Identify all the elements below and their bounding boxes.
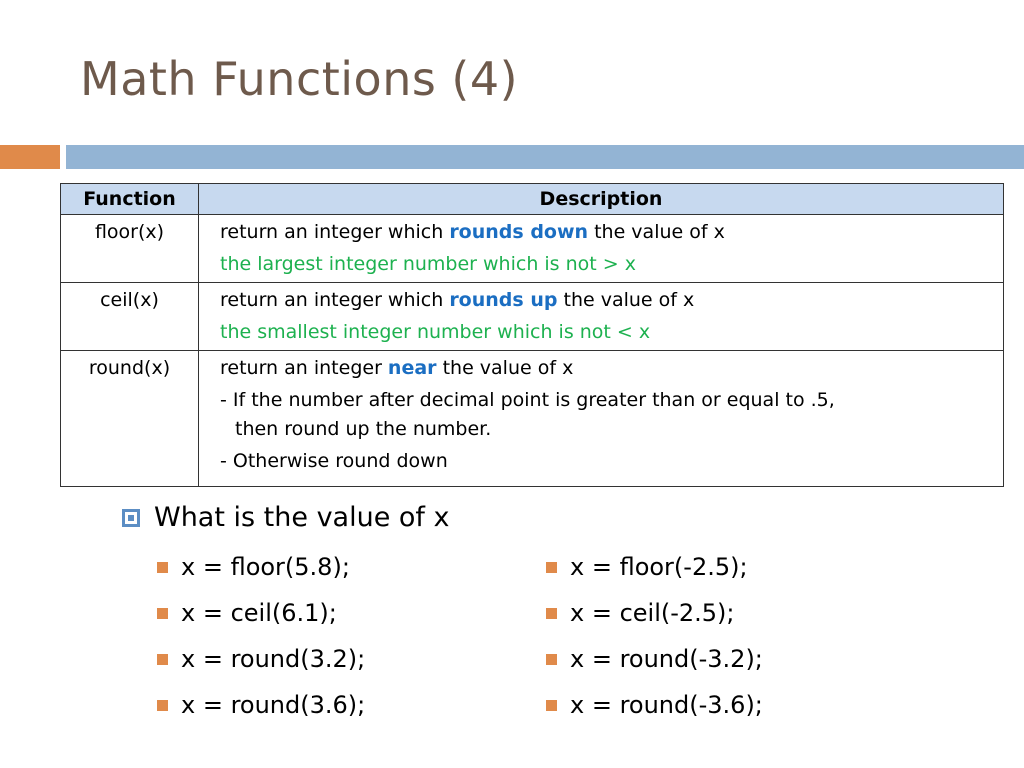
list-item [157,544,365,590]
description-text: the value of x [588,221,725,243]
list-item [157,636,365,682]
table-row-floor [61,215,1004,283]
expression: x = floor(5.8); [181,553,350,581]
bullet-icon [546,562,557,573]
question [122,502,449,533]
description-highlight: near [387,357,437,379]
function-name: floor(x) [61,215,199,283]
function-name: ceil(x) [61,283,199,351]
function-name: round(x) [61,351,199,487]
expression: x = ceil(6.1); [181,599,337,627]
description-text: the value of x [436,357,574,379]
description-line [220,288,983,313]
slide-title: Math Functions (4) [80,52,519,106]
description-detail: then round up the number. [235,418,492,440]
question-text: What is the value of x [154,502,450,533]
description-text: return an integer which [220,289,450,311]
list-item [546,590,763,636]
bullet-icon [157,654,168,665]
description-detail: - If the number after decimal point is greater than or equal to .5, [220,389,835,411]
bullet-icon [546,654,557,665]
description-highlight: rounds down [449,221,589,243]
bullet-icon [157,562,168,573]
description-text: the value of x [557,289,695,311]
table-row-ceil [61,283,1004,351]
table-header-row [61,184,1004,215]
functions-table [60,183,1004,487]
function-description [199,283,1004,351]
expression: x = round(3.2); [181,645,366,673]
expression-list-right [546,544,763,728]
description-text: return an integer which [220,221,450,243]
accent-bar-blue [66,145,1024,169]
function-description [199,215,1004,283]
description-line [220,220,983,245]
expression: x = round(-3.2); [570,645,763,673]
header-description: Description [199,184,1004,215]
description-detail: - Otherwise round down [220,450,448,472]
expression: x = ceil(-2.5); [570,599,735,627]
description-line [220,356,983,381]
description-note: the smallest integer number which is not < x [220,321,651,343]
table-row-round [61,351,1004,487]
function-description [199,351,1004,487]
list-item [546,682,763,728]
header-function: Function [61,184,199,215]
accent-bar-orange [0,145,60,169]
expression-list-left [157,544,365,728]
description-note: the largest integer number which is not > x [220,253,636,275]
list-item [546,544,763,590]
description-text: return an integer [220,357,388,379]
bullet-square-icon [122,509,140,527]
expression: x = round(-3.6); [570,691,763,719]
bullet-icon [157,700,168,711]
expression: x = floor(-2.5); [570,553,748,581]
bullet-icon [546,608,557,619]
description-highlight: rounds up [449,289,558,311]
list-item [546,636,763,682]
expression: x = round(3.6); [181,691,366,719]
bullet-icon [157,608,168,619]
list-item [157,590,365,636]
bullet-icon [546,700,557,711]
list-item [157,682,365,728]
